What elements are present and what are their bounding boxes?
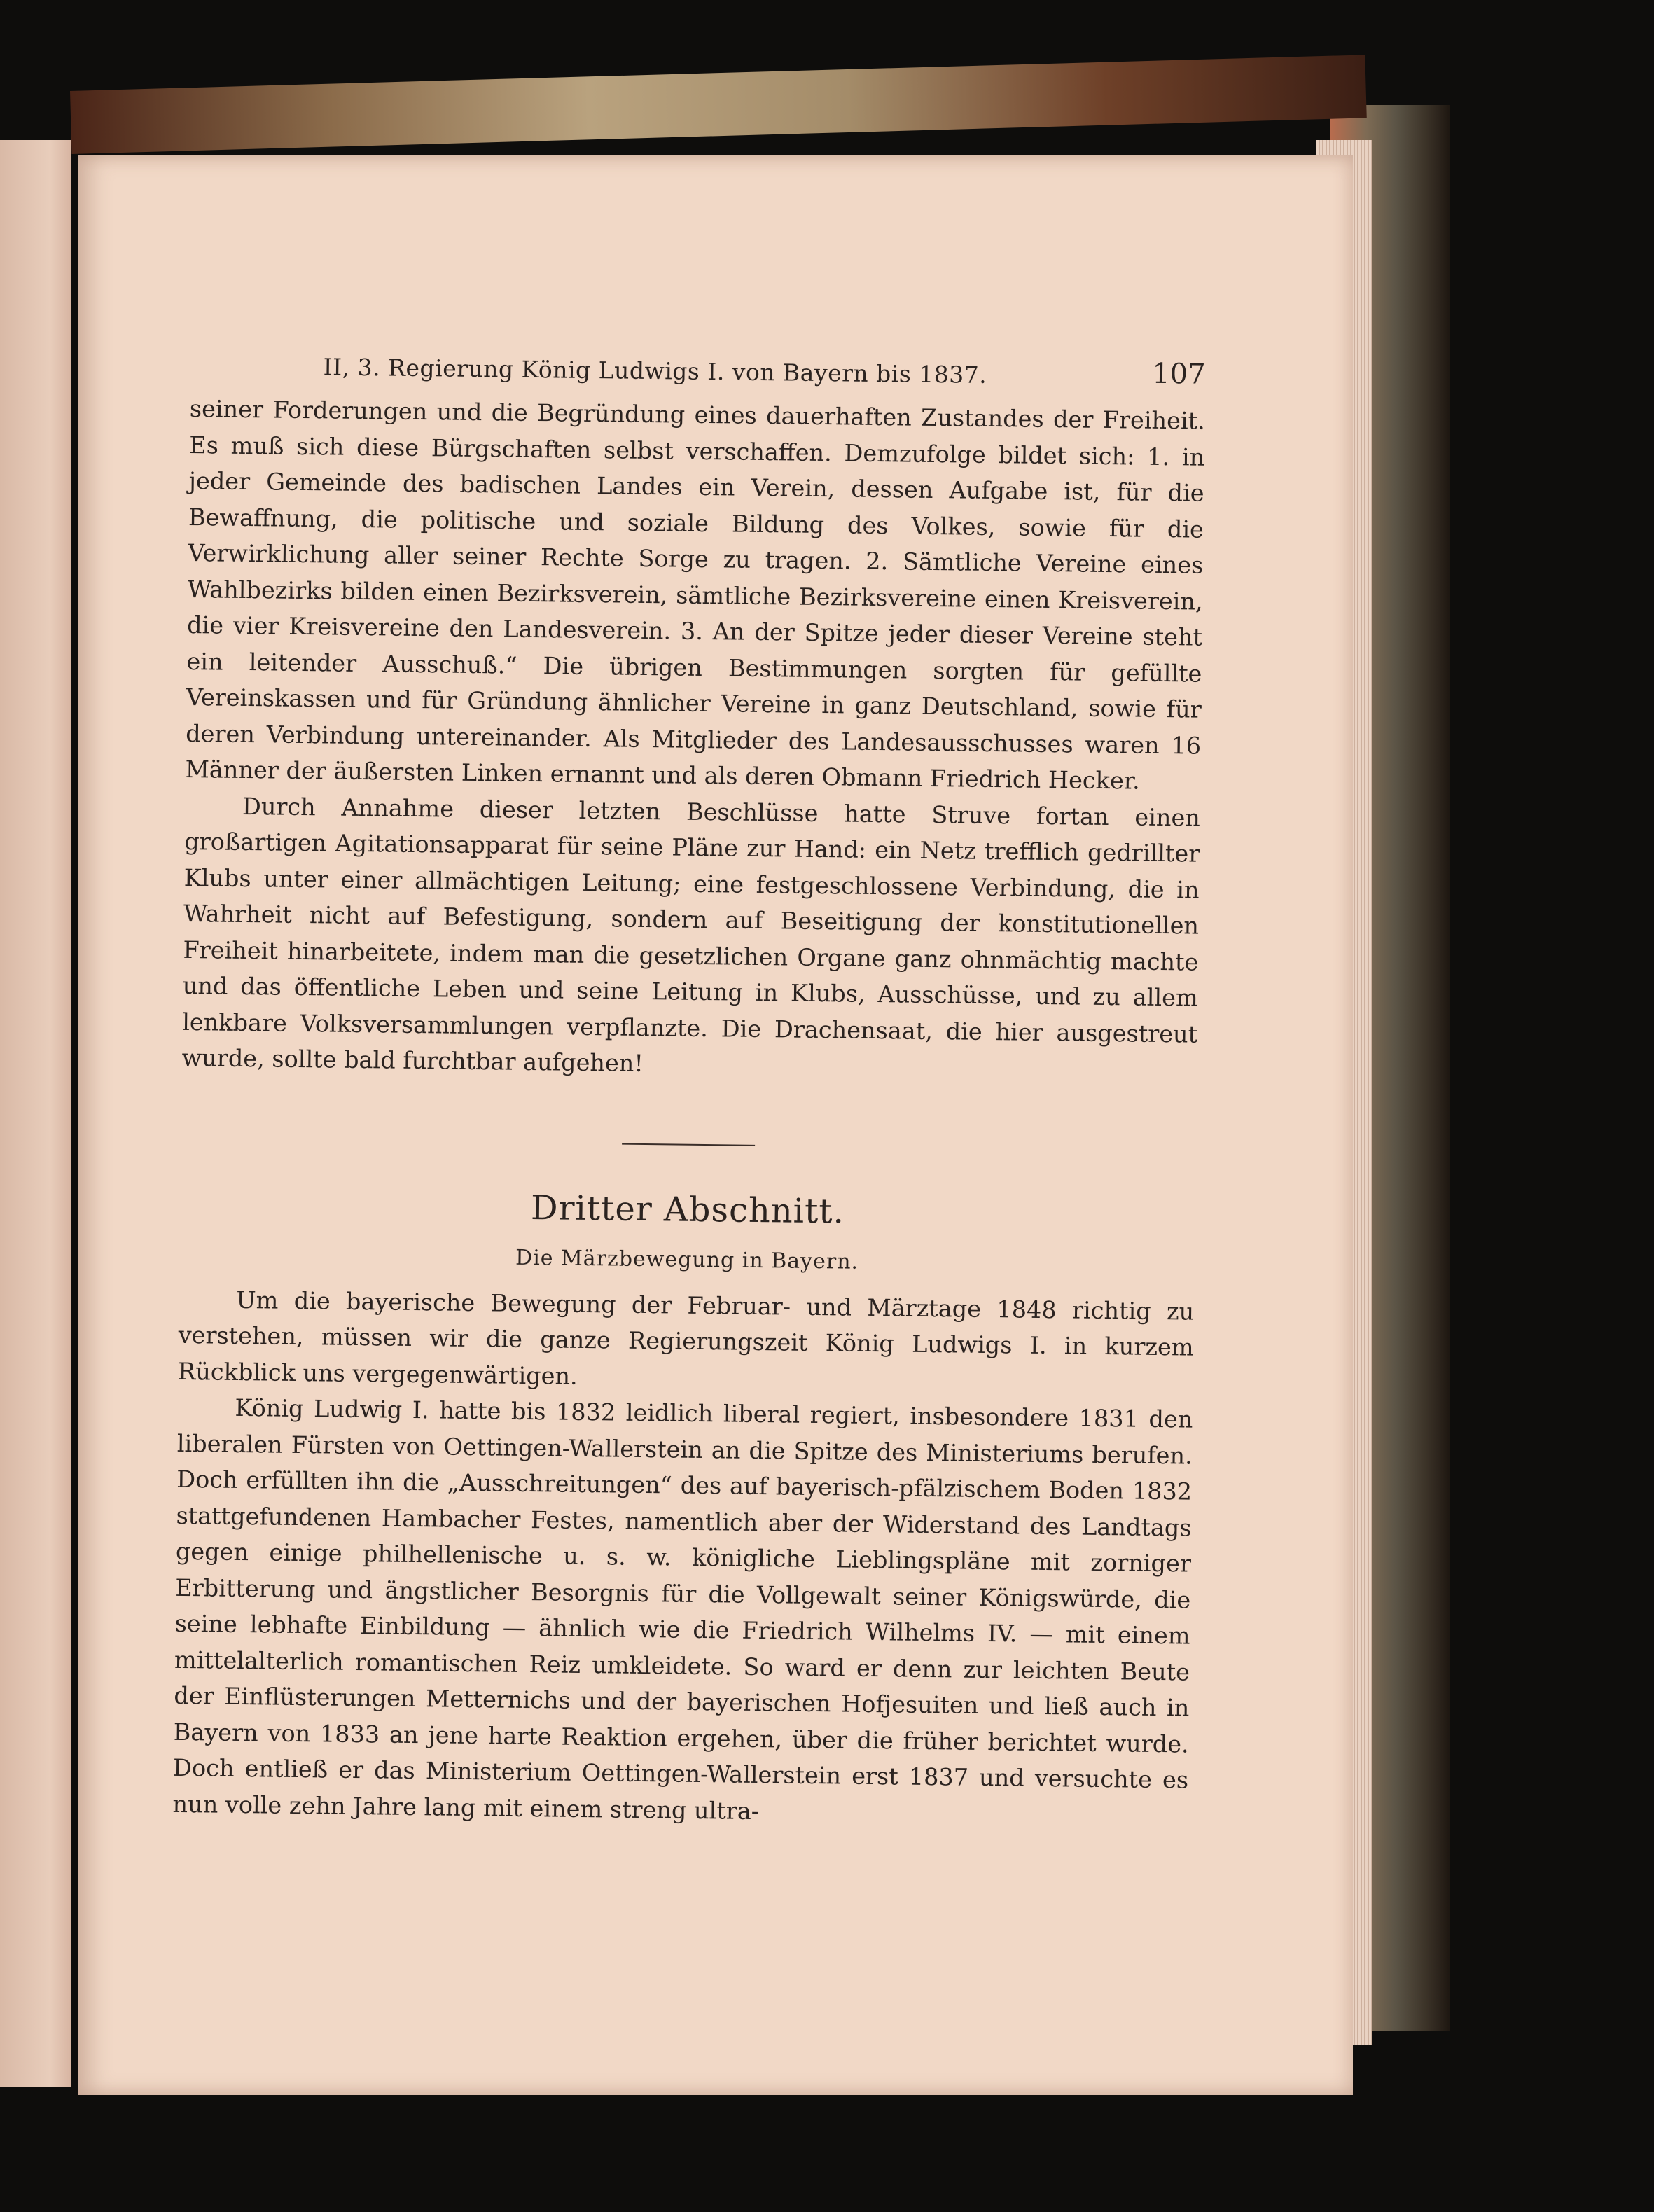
running-title: II, 3. Regierung König Ludwigs I. von Bayern bis 1837. — [323, 353, 987, 389]
paragraph: Um die bayerische Bewegung der Februar- und Märztage 1848 richtig zu verstehen, müssen wir die ganze Regierungszeit König Ludwigs I. in kurzem Rückblick uns vergegenwärtigen. — [177, 1286, 1195, 1390]
book-cover-top — [70, 55, 1367, 154]
left-facing-page — [0, 140, 71, 2087]
section-subtitle: Die Märzbewegung in Bayern. — [515, 1245, 859, 1274]
page-number: 107 — [1151, 357, 1206, 391]
page-content — [172, 346, 1206, 1835]
section-title: Dritter Abschnitt. — [530, 1188, 845, 1231]
paragraph: König Ludwig I. hatte bis 1832 leidlich liberal regiert, insbesondere 1831 den liberalen Fürsten von Oettingen-Wallerstein an die Spitze des Ministeriums berufen. Doch erfüllten ihn die „Ausschreitungen“ des auf bayerisch-pfälzischem Boden 1832 stattgefundenen Hambacher Festes, namentlich aber der Widerstand des Landtags gegen einige philhellenische u. s. w. königliche Lieblingspläne mit zorniger Erbitterung und ängstlicher Besorgnis für die Vollgewalt seiner Königswürde, die seine lebhafte Einbildung — ähnlich wie die Friedrich Wilhelms IV. — mit einem mittelalterlich romantischen Reiz umkleidete. So ward er denn zur leichten Beute der Einflüsterungen Metternichs und der bayerischen Hofjesuiten und ließ auch in Bayern von 1833 an jene harte Reaktion ergehen, über die früher berichtet wurde. Doch entließ er das Ministerium Oettingen-Wallerstein erst 1837 und versuchte es nun volle zehn Jahre lang mit einem streng ultra- — [172, 1393, 1193, 1825]
section-divider — [622, 1143, 755, 1146]
right-page — [78, 155, 1353, 2095]
paragraph: Durch Annahme dieser letzten Beschlüsse hatte Struve fortan einen großartigen Agitationsapparat für seine Pläne zur Hand: ein Netz trefflich gedrillter Klubs unter einer allmächtigen Leitung; eine festgeschlossene Verbindung, die in Wahrheit nicht auf Befestigung, sondern auf Beseitigung der konstitutionellen Freiheit hinarbeitete, indem man die gesetzlichen Organe ganz ohnmächtig machte und das öffentliche Leben und seine Leitung in Klubs, Ausschüsse, und zu allem lenkbare Volksversammlungen verpflanzte. Die Drachensaat, die hier ausgestreut wurde, sollte bald furchtbar aufgehen! — [181, 792, 1201, 1077]
paragraph: seiner Forderungen und die Begründung eines dauerhaften Zustandes der Freiheit. Es muß sich diese Bürgschaften selbst verschaffen. Demzufolge bildet sich: 1. in jeder Gemeinde des badischen Landes ein Verein, dessen Aufgabe ist, für die Bewaffnung, die politische und soziale Bildung des Volkes, sowie für die Verwirklichung aller seiner Rechte Sorge zu tragen. 2. Sämtliche Vereine eines Wahlbezirks bilden einen Bezirksverein, sämtliche Bezirksvereine einen Kreisverein, die vier Kreisvereine den Landesverein. 3. An der Spitze jeder dieser Vereine steht ein leitender Ausschuß.“ Die übrigen Bestimmungen sorgten für gefüllte Vereinskassen und für Gründung ähnlicher Vereine in ganz Deutschland, sowie für deren Verbindung untereinander. Als Mitglieder des Landesausschusses waren 16 Männer der äußersten Linken ernannt und als deren Obmann Friedrich Hecker. — [185, 394, 1206, 795]
